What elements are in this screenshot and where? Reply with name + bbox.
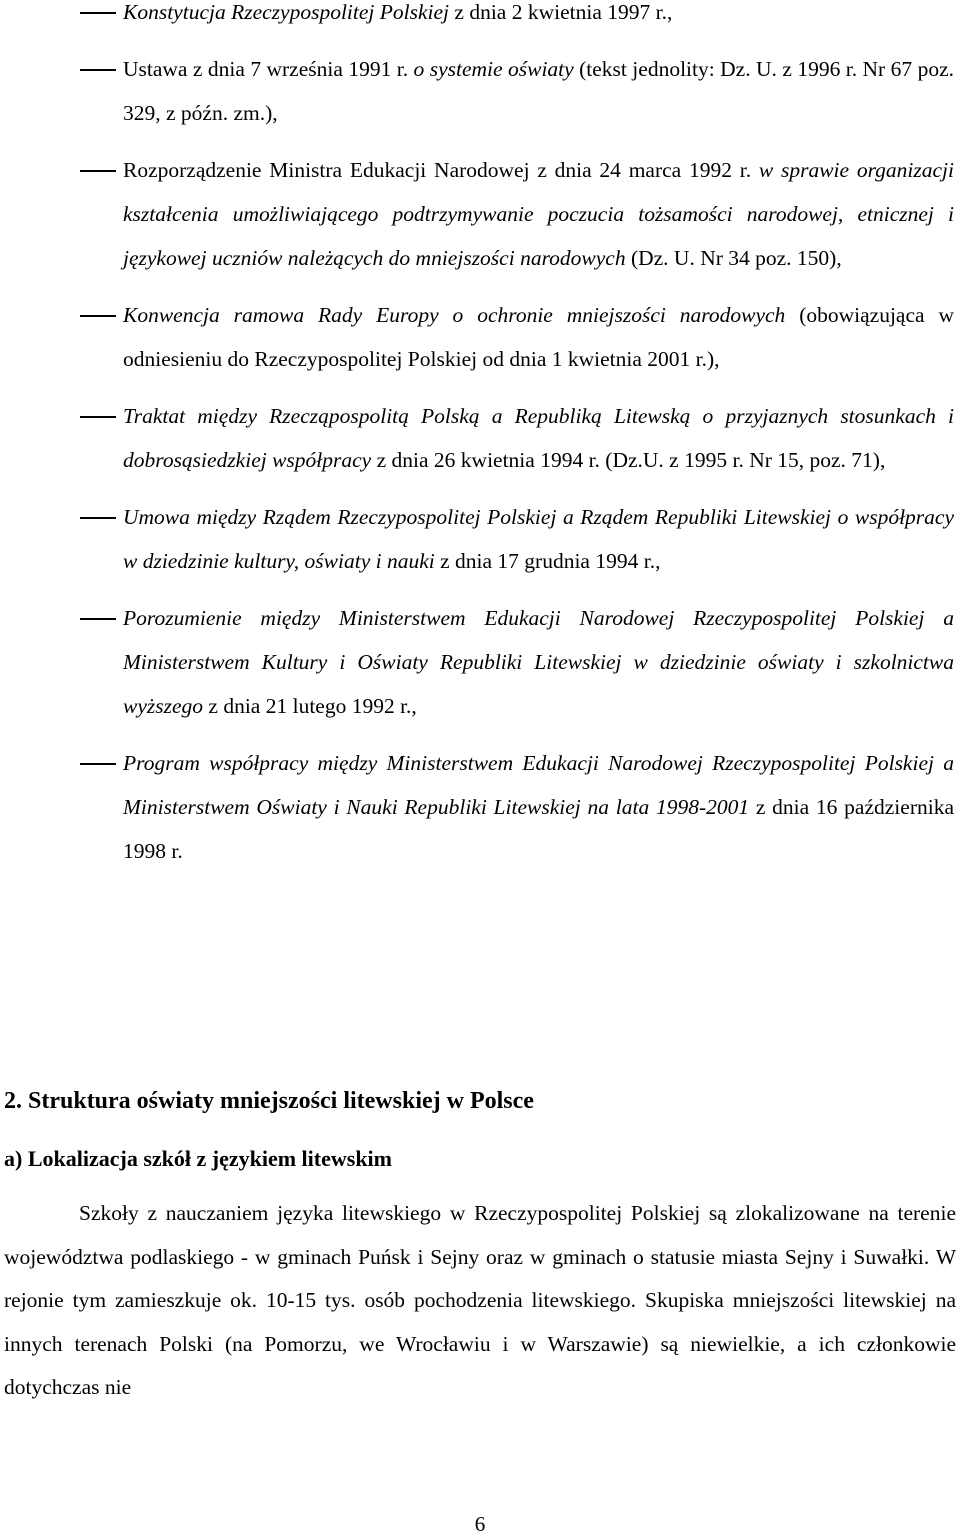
item-text: Rozporządzenie Ministra Edukacji Narodowej z dnia 24 marca 1992 r. <box>123 158 759 182</box>
list-item <box>0 741 960 873</box>
item-text: z dnia 17 grudnia 1994 r., <box>434 549 661 573</box>
dash-bullet-icon <box>80 517 116 519</box>
item-text: z dnia 26 kwietnia 1994 r. (Dz.U. z 1995 r. Nr 15, poz. 71), <box>371 448 886 472</box>
subsection-heading: a) Lokalizacja szkół z językiem litewskim <box>4 1146 392 1171</box>
list-item <box>0 0 960 34</box>
item-text-italic: Umowa między Rządem Rzeczypospolitej Polskiej a Rządem Republiki Litewskiej o współpracy w dziedzinie kultury, oświaty i nauki <box>123 505 954 573</box>
page-number: 6 <box>474 1512 486 1536</box>
list-item <box>0 148 960 280</box>
dash-bullet-icon <box>80 763 116 765</box>
item-text: (Dz. U. Nr 34 poz. 150), <box>625 246 842 270</box>
item-text-italic: Konstytucja Rzeczypospolitej Polskiej <box>123 0 450 24</box>
item-text-italic: Traktat między Rzecząpospolitą Polską a Republiką Litewską o przyjaznych stosunkach i dobrosąsiedzkiej współpracy <box>123 404 954 472</box>
list-item <box>0 495 960 583</box>
dash-bullet-icon <box>80 170 116 172</box>
item-text: Ustawa z dnia 7 września 1991 r. <box>123 57 414 81</box>
dash-bullet-icon <box>80 416 116 418</box>
item-text-italic: Program współpracy między Ministerstwem Edukacji Narodowej Rzeczypospolitej Polskiej a Ministerstwem Oświaty i Nauki Republiki Litewskiej na lata 1998-2001 <box>123 751 954 819</box>
body-paragraph: Szkoły z nauczaniem języka litewskiego w Rzeczypospolitej Polskiej są zlokalizowane na terenie województwa podlaskiego - w gminach Puńsk i Sejny oraz w gminach o statusie miasta Sejny i Suwałki. W rejonie tym zamieszkuje ok. 10-15 tys. osób pochodzenia litewskiego. Skupiska mniejszości litewskiej na innych terenach Polski (na Pomorzu, we Wrocławiu i w Warszawie) są niewielkie, a ich członkowie dotychczas nie <box>4 1201 956 1399</box>
dash-bullet-icon <box>80 12 116 14</box>
list-item <box>0 596 960 728</box>
list-item <box>0 47 960 135</box>
item-text: (tekst jednolity: Dz. U. z 1996 r. Nr 67 poz. 329, z późn. zm.), <box>123 57 954 125</box>
item-text: z dnia 2 kwietnia 1997 r., <box>449 0 673 24</box>
section-heading: 2. Struktura oświaty mniejszości litewskiej w Polsce <box>4 1088 534 1114</box>
item-text-italic: Porozumienie między Ministerstwem Edukacji Narodowej Rzeczypospolitej Polskiej a Ministerstwem Kultury i Oświaty Republiki Litewskiej w dziedzinie oświaty i szkolnictwa wyższego <box>123 606 954 718</box>
item-text: z dnia 16 października 1998 r. <box>123 795 954 863</box>
item-text: z dnia 21 lutego 1992 r., <box>203 694 417 718</box>
item-text-italic: Konwencja ramowa Rady Europy o ochronie mniejszości narodowych <box>123 303 786 327</box>
item-text-italic: o systemie oświaty <box>413 57 574 81</box>
item-text: (obowiązująca w odniesieniu do Rzeczypospolitej Polskiej od dnia 1 kwietnia 2001 r.), <box>123 303 954 371</box>
dash-bullet-icon <box>80 618 116 620</box>
list-item <box>0 293 960 381</box>
dash-bullet-icon <box>80 315 116 317</box>
dash-bullet-icon <box>80 69 116 71</box>
item-text-italic: w sprawie organizacji kształcenia umożliwiającego podtrzymywanie poczucia tożsamości narodowej, etnicznej i językowej uczniów należących do mniejszości narodowych <box>123 158 954 270</box>
list-item <box>0 394 960 482</box>
